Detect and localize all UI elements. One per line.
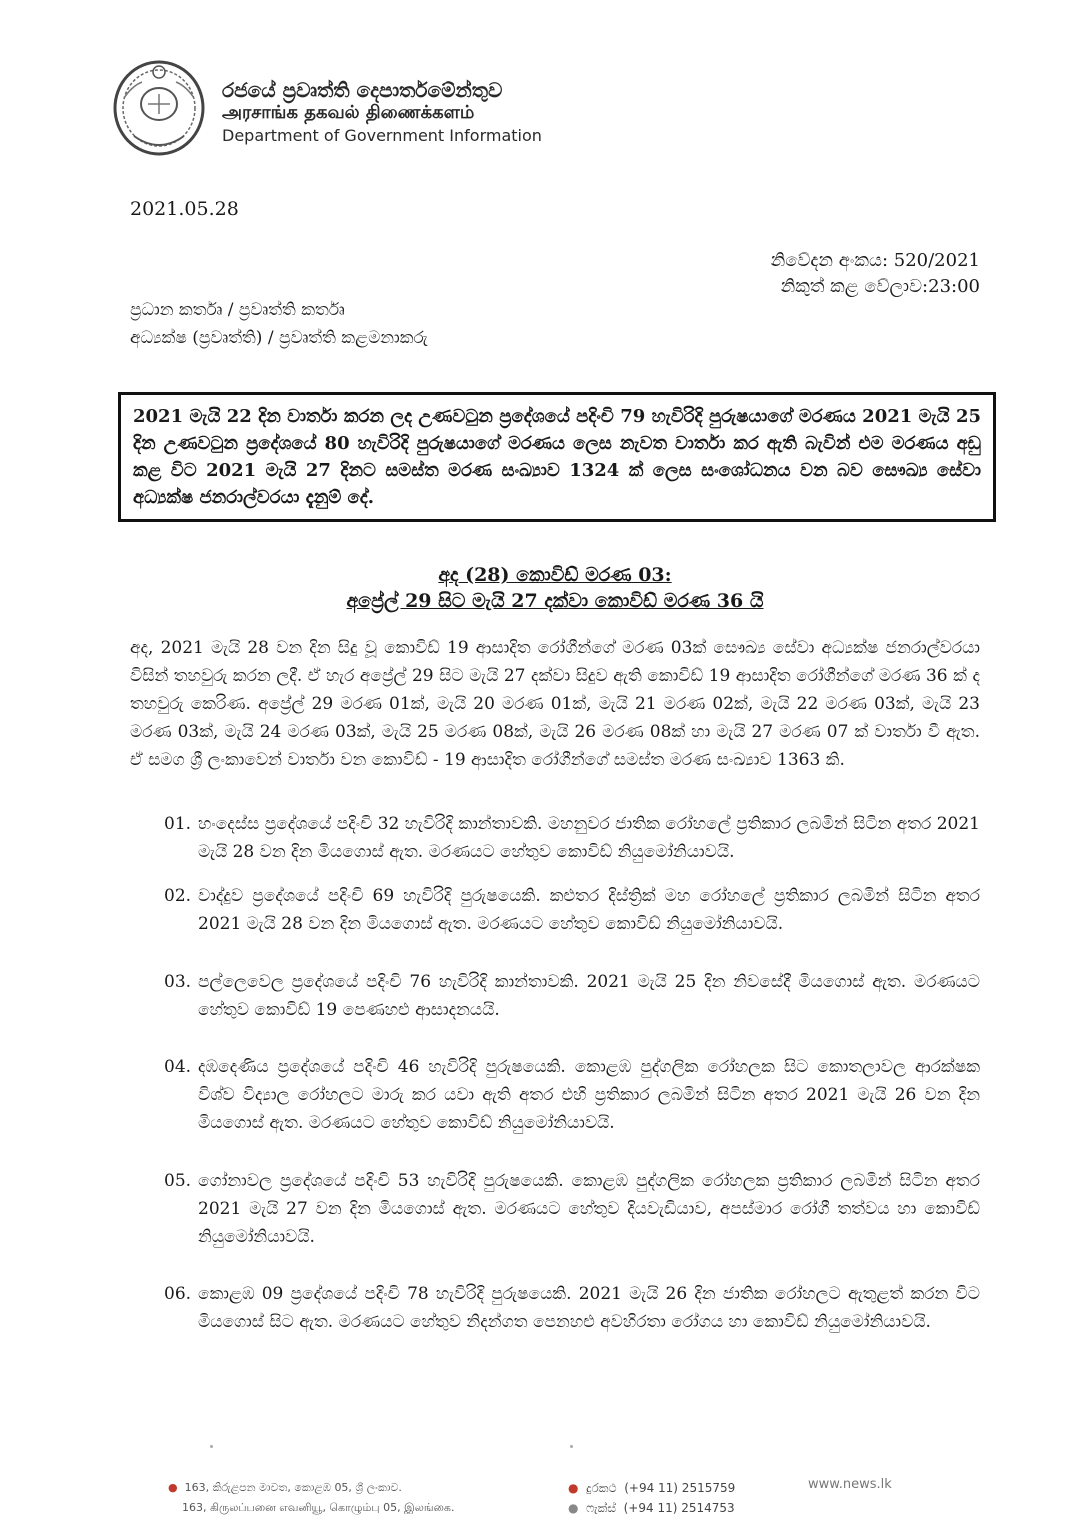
case-text: පල්ලෙවෙල ප්‍රදේශයේ පදිංචි 76 හැවිරිදි කාන්තාවකි. 2021 මැයි 25 දින නිවසේදී මියගොස් ඇත. මරණයට හේතුව කොවිඩ් 19 පෙණහළු ආසාදනයයි. <box>198 972 980 1020</box>
headline <box>130 562 980 614</box>
case-item <box>164 968 980 1024</box>
release-date: 2021.05.28 <box>130 198 239 220</box>
bullet-icon: ● <box>568 1481 579 1495</box>
case-number: 02. <box>164 886 192 906</box>
bullet-icon: ● <box>568 1501 579 1515</box>
intro-paragraph: අද, 2021 මැයි 28 වන දින සිදු වූ කොවිඩ් 19 ආසාදිත රෝගීන්ගේ මරණ 03ක් සෞඛ්‍ය සේවා අධ්‍යක්ෂ ජනරාල්වරයා විසින් තහවුරු කරන ලදී. ඒ හැර අප්‍රේල් 29 සිට මැයි 27 දක්වා සිදුව ඇති කොවිඩ් 19 ආසාදිත රෝගීන්ගේ මරණ 36 ක් ද තහවුරු කෙරිණ. අප්‍රේල් 29 මරණ 01ක්, මැයි 20 මරණ 01ක්, මැයි 21 මරණ 02ක්, මැයි 22 මරණ 03ක්, මැයි 23 මරණ 03ක්, මැයි 24 මරණ 03ක්, මැයි 25 මරණ 08ක්, මැයි 26 මරණ 08ක් හා මැයි 27 මරණ 07 ක් වාර්තා වී ඇත. ඒ සමග ශ්‍රී ලංකාවෙන් වාර්තා වන කොවිඩ් - 19 ආසාදිත රෝගීන්ගේ සමස්ත මරණ සංඛ්‍යාව 1363 කි. <box>130 638 980 770</box>
address-tamil: 163, கிருலப்பனை எவனியூ, கொழும்பு 05, இலங்கை. <box>182 1501 455 1514</box>
notice-number: නිවේදන අංකය: 520/2021 <box>770 250 980 271</box>
address-sinhala: 163, කිරුළපන මාවත, කොළඹ 05, ශ්‍රී ලංකාව. <box>184 1481 402 1494</box>
case-number: 06. <box>164 1284 192 1304</box>
recipients <box>130 296 428 352</box>
case-item <box>164 882 980 938</box>
case-text: හංදෙස්ස ප්‍රදේශයේ පදිංචි 32 හැවිරිදි කාන්තාවකි. මහනුවර ජාතික රෝහලේ ප්‍රතිකාර ලබමින් සිටින අතර 2021 මැයි 28 වන දින මියගොස් ඇත. මරණයට හේතුව කොවිඩ් නියුමෝනියාවයි. <box>198 814 980 862</box>
footer-address <box>168 1478 454 1518</box>
correction-notice-box: 2021 මැයි 22 දින වාර්තා කරන ලද උණවටුන ප්‍රදේශයේ පදිංචි 79 හැවිරිදි පුරුෂයාගේ මරණය 2021 මැයි 25 දින උණවටුන ප්‍රදේශයේ 80 හැවිරිදි පුරුෂයාගේ මරණය ලෙස නැවත වාර්තා කර ඇති බැවින් එම මරණය අඩු කළ විට 2021 මැයි 27 දිනට සමස්ත මරණ සංඛ්‍යාව 1324 ක් ලෙස සංශෝධනය වන බව සෞඛ්‍ය සේවා අධ්‍යක්ෂ ජනරාල්වරයා දැනුම් දේ. <box>118 392 996 522</box>
recipient-line: ප්‍රධාන කර්තෘ / ප්‍රවෘත්ති කර්තෘ <box>130 300 345 320</box>
case-item <box>164 1280 980 1336</box>
reference-block <box>771 248 980 300</box>
government-emblem <box>112 58 206 160</box>
case-number: 04. <box>164 1057 192 1077</box>
fax-number: (+94 11) 2514753 <box>623 1501 735 1515</box>
fax-label: ෆැක්ස් <box>586 1501 616 1515</box>
bullet-icon: ● <box>168 1481 178 1494</box>
footer-mark <box>570 1445 573 1448</box>
issue-time: නිකුත් කළ වේලාව:23:00 <box>780 276 980 297</box>
footer-contact <box>568 1478 735 1518</box>
case-number: 05. <box>164 1171 192 1191</box>
headline-line-2: අප්‍රේල් 29 සිට මැයි 27 දක්වා කොවිඩ් මරණ 36 යි <box>346 590 764 612</box>
phone-number: (+94 11) 2515759 <box>624 1481 736 1495</box>
footer-website: www.news.lk <box>808 1477 892 1492</box>
case-text: දඹදෙණිය ප්‍රදේශයේ පදිංචි 46 හැවිරිදි පුරුෂයෙකි. කොළඹ පුද්ගලික රෝහලක සිට කොතලාවල ආරක්ෂක විශ්ව විද්‍යාල රෝහලට මාරු කර යවා ඇති අතර එහි ප්‍රතිකාර ලබමින් සිටින අතර 2021 මැයි 26 වන දින මියගොස් ඇත. මරණයට හේතුව කොවිඩ් නියුමෝනියාවයි. <box>198 1057 980 1133</box>
case-item <box>164 1167 980 1251</box>
case-item <box>164 810 980 866</box>
case-text: වාද්දුව ප්‍රදේශයේ පදිංචි 69 හැවිරිදි පුරුෂයෙකි. කළුතර දිස්ත්‍රික් මහ රෝහලේ ප්‍රතිකාර ලබමින් සිටින අතර 2021 මැයි 28 වන දින මියගොස් ඇත. මරණයට හේතුව කොවිඩ් නියුමෝනියාවයි. <box>198 886 980 934</box>
case-text: කොළඹ 09 ප්‍රදේශයේ පදිංචි 78 හැවිරිදි පුරුෂයෙකි. 2021 මැයි 26 දින ජාතික රෝහලට ඇතුළත් කරන විට මියගොස් සිට ඇත. මරණයට හේතුව නිදන්ගත පෙනහළු අවහිරතා රෝගය හා කොවිඩ් නියුමෝනියාවයි. <box>198 1284 980 1332</box>
department-name-sinhala: රජයේ ප්‍රවෘත්ති දෙපාර්තමේන්තුව <box>222 78 503 102</box>
department-names <box>222 78 582 146</box>
case-number: 03. <box>164 972 192 992</box>
phone-label: දුරකථ <box>586 1481 617 1495</box>
department-name-tamil: அரசாங்க தகவல் திணைக்களம் <box>222 102 475 123</box>
case-text: ගෝනාවල ප්‍රදේශයේ පදිංචි 53 හැවිරිදි පුරුෂයෙකි. කොළඹ පුද්ගලික රෝහලක ප්‍රතිකාර ලබමින් සිටින අතර 2021 මැයි 27 වන දින මියගොස් ඇත. මරණයට හේතුව දියවැඩියාව, අපස්මාර රෝගී තත්වය හා කොවිඩ් නියුමෝනියාවයි. <box>198 1171 980 1247</box>
recipient-line: අධ්‍යක්ෂ (ප්‍රවෘත්ති) / ප්‍රවෘත්ති කළමනාකරු <box>130 328 428 348</box>
case-item <box>164 1053 980 1137</box>
case-number: 01. <box>164 814 192 834</box>
headline-line-1: අද (28) කොවිඩ් මරණ 03: <box>438 564 672 586</box>
department-name-english: Department of Government Information <box>222 126 542 145</box>
footer-mark <box>210 1445 213 1448</box>
